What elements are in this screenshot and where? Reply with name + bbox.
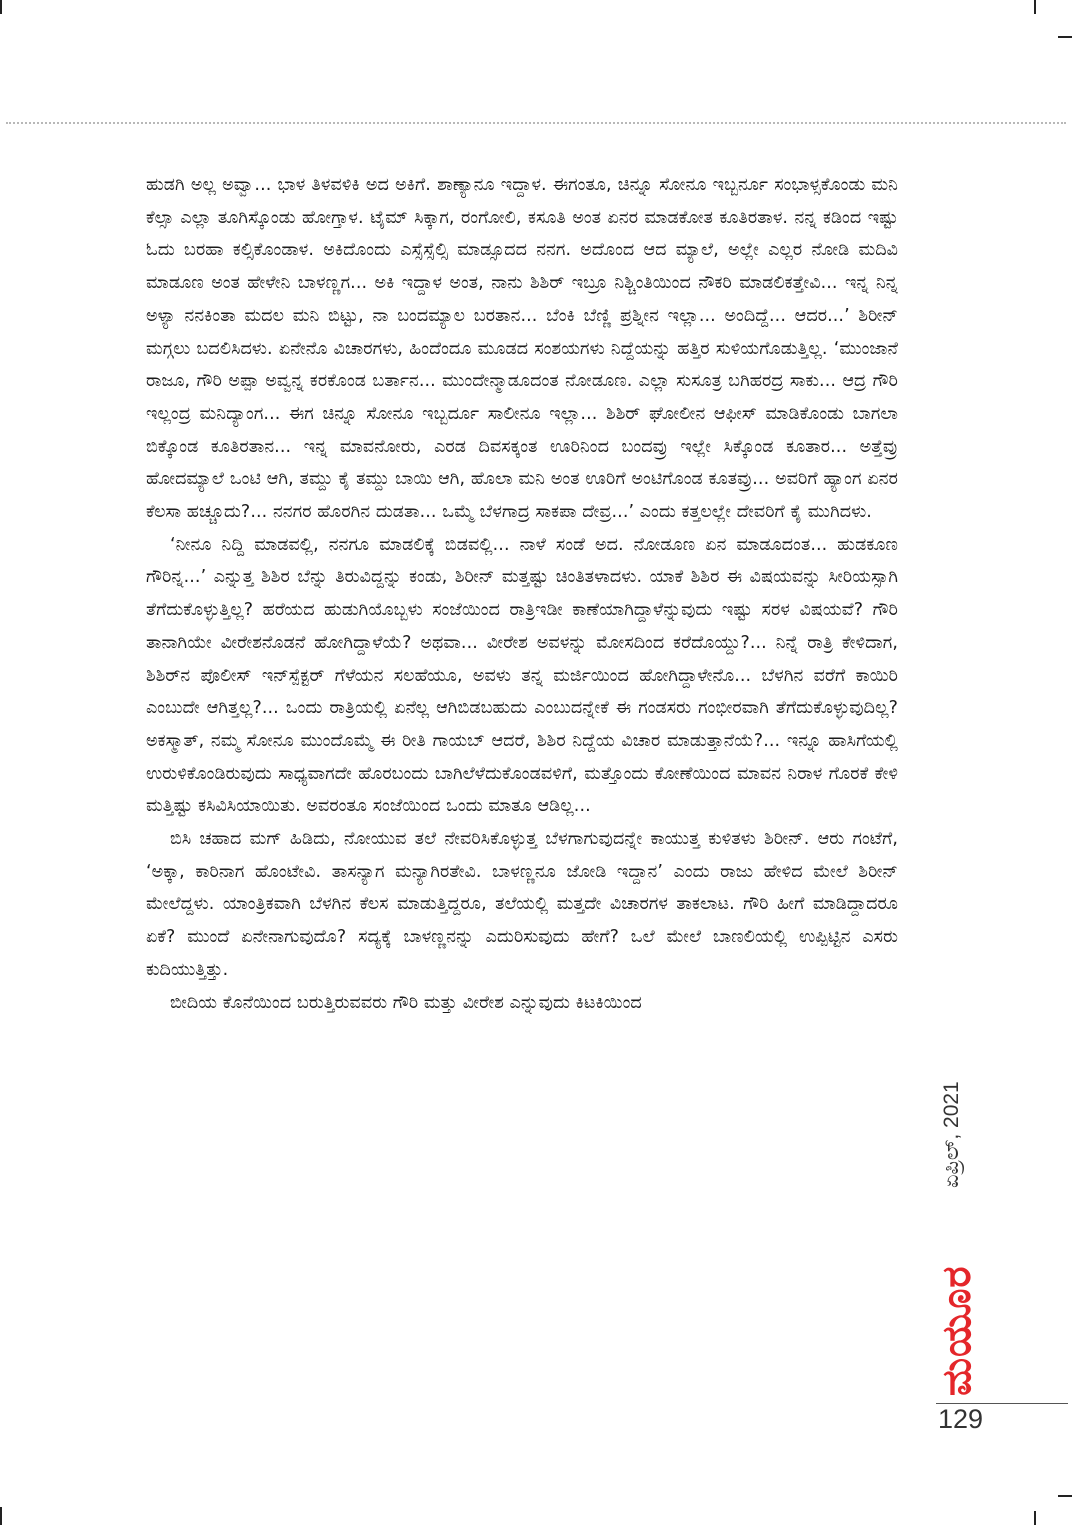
issue-date: ಏಪ್ರಿಲ್, 2021 — [940, 1081, 963, 1188]
crop-mark — [1058, 36, 1072, 38]
crop-mark — [1058, 1495, 1072, 1497]
magazine-logo: ಮಯೂರ — [934, 1265, 980, 1396]
article-paragraph: ಬೀದಿಯ ಕೊನೆಯಿಂದ ಬರುತ್ತಿರುವವರು ಗೌರಿ ಮತ್ತು ವೀರೇಶ ಎನ್ನುವುದು ಕಿಟಕಿಯಿಂದ — [170, 992, 642, 1013]
article-paragraph: ಬಿಸಿ ಚಹಾದ ಮಗ್ ಹಿಡಿದು, ನೋಯುವ ತಲೆ ನೇವರಿಸಿಕೊಳ್ಳುತ್ತ ಬೆಳಗಾಗುವುದನ್ನೇ ಕಾಯುತ್ತ ಕುಳಿತಳು ಶಿರೀನ್. ಆರು ಗಂಟೆಗೆ, ‘ಅಕ್ಕಾ, ಕಾರಿನಾಗ ಹೊಂಟೇವಿ. ತಾಸನ್ಯಾಗ ಮನ್ಯಾಗಿರತೇವಿ. ಬಾಳಣ್ಣನೂ ಜೋಡಿ ಇದ್ದಾನ’ ಎಂದು ರಾಜು ಹೇಳಿದ ಮೇಲೆ ಶಿರೀನ್ ಮೇಲೆದ್ದಳು. ಯಾಂತ್ರಿಕವಾಗಿ ಬೆಳಗಿನ ಕೆಲಸ ಮಾಡುತ್ತಿದ್ದರೂ, ತಲೆಯಲ್ಲಿ ಮತ್ತದೇ ವಿಚಾರಗಳ ತಾಕಲಾಟ. ಗೌರಿ ಹೀಗೆ ಮಾಡಿದ್ದಾದರೂ ಏಕೆ? ಮುಂದೆ ಏನೇನಾಗುವುದೊ? ಸದ್ಯಕ್ಕೆ ಬಾಳಣ್ಣನನ್ನು ಎದುರಿಸುವುದು ಹೇಗೆ? ಒಲೆ ಮೇಲೆ ಬಾಣಲಿಯಲ್ಲಿ ಉಪ್ಪಿಟ್ಟಿನ ಎಸರು ಕುದಿಯುತ್ತಿತ್ತು. — [146, 829, 898, 980]
crop-mark — [1034, 0, 1036, 14]
crop-mark — [0, 1507, 2, 1525]
article-paragraph: ‘ನೀನೂ ನಿದ್ದಿ ಮಾಡವಲ್ಲಿ, ನನಗೂ ಮಾಡಲಿಕ್ಕೆ ಬಿಡವಲ್ಲಿ... ನಾಳೆ ಸಂಡೆ ಅದ. ನೋಡೂಣ ಏನ ಮಾಡೂದಂತ... ಹುಡಕೂಣ ಗೌರಿನ್ನ...’ ಎನ್ನುತ್ತ ಶಿಶಿರ ಬೆನ್ನು ತಿರುವಿದ್ದನ್ನು ಕಂಡು, ಶಿರೀನ್ ಮತ್ತಷ್ಟು ಚಿಂತಿತಳಾದಳು. ಯಾಕೆ ಶಿಶಿರ ಈ ವಿಷಯವನ್ನು ಸೀರಿಯಸ್ಸಾಗಿ ತೆಗೆದುಕೊಳ್ಳುತ್ತಿಲ್ಲ? ಹರೆಯದ ಹುಡುಗಿಯೊಬ್ಬಳು ಸಂಜೆಯಿಂದ ರಾತ್ರಿಇಡೀ ಕಾಣೆಯಾಗಿದ್ದಾಳೆನ್ನುವುದು ಇಷ್ಟು ಸರಳ ವಿಷಯವೆ? ಗೌರಿ ತಾನಾಗಿಯೇ ವೀರೇಶನೊಡನೆ ಹೋಗಿದ್ದಾಳೆಯೆ? ಅಥವಾ... ವೀರೇಶ ಅವಳನ್ನು ಮೋಸದಿಂದ ಕರೆದೊಯ್ದು?... ನಿನ್ನೆ ರಾತ್ರಿ ಕೇಳಿದಾಗ, ಶಿಶಿರ್‌ನ ಪೊಲೀಸ್ ಇನ್‌ಸ್ಪೆಕ್ಟರ್ ಗೆಳೆಯನ ಸಲಹೆಯೂ, ಅವಳು ತನ್ನ ಮರ್ಜಿಯಿಂದ ಹೋಗಿದ್ದಾಳೇನೊ... ಬೆಳಗಿನ ವರೆಗೆ ಕಾಯಿರಿ ಎಂಬುದೇ ಆಗಿತ್ತಲ್ಲ?... ಒಂದು ರಾತ್ರಿಯಲ್ಲಿ ಏನೆಲ್ಲ ಆಗಿಬಿಡಬಹುದು ಎಂಬುದನ್ನೇಕೆ ಈ ಗಂಡಸರು ಗಂಭೀರವಾಗಿ ತೆಗೆದುಕೊಳ್ಳುವುದಿಲ್ಲ? ಅಕಸ್ಮಾತ್, ನಮ್ಮ ಸೋನೂ ಮುಂದೊಮ್ಮೆ ಈ ರೀತಿ ಗಾಯಬ್ ಆದರೆ, ಶಿಶಿರ ನಿದ್ದೆಯ ವಿಚಾರ ಮಾಡುತ್ತಾನೆಯೆ?... ಇನ್ನೂ ಹಾಸಿಗೆಯಲ್ಲಿ ಉರುಳಿಕೊಂಡಿರುವುದು ಸಾಧ್ಯವಾಗದೇ ಹೊರಬಂದು ಬಾಗಿಲೆಳೆದುಕೊಂಡವಳಿಗೆ, ಮತ್ತೊಂದು ಕೋಣೆಯಿಂದ ಮಾವನ ನಿರಾಳ ಗೊರಕೆ ಕೇಳಿ ಮತ್ತಿಷ್ಟು ಕಸಿವಿಸಿಯಾಯಿತು. ಅವರಂತೂ ಸಂಜೆಯಿಂದ ಒಂದು ಮಾತೂ ಆಡಿಲ್ಲ... — [146, 534, 898, 817]
crop-mark — [1034, 1511, 1036, 1525]
article-body — [146, 169, 898, 1019]
crop-mark — [0, 0, 2, 14]
page-number: 129 — [938, 1404, 984, 1434]
header-dotted-divider — [6, 122, 1066, 124]
article-paragraph: ಹುಡಗಿ ಅಲ್ಲ ಅವ್ವಾ... ಭಾಳ ತಿಳವಳಿಕಿ ಅದ ಅಕಿಗೆ. ಶಾಣ್ಯಾನೂ ಇದ್ದಾಳ. ಈಗಂತೂ, ಚಿನ್ನೂ ಸೋನೂ ಇಬ್ಬರ್ನೂ ಸಂಭಾಳ್ಸಕೊಂಡು ಮನಿ ಕೆಲ್ಸಾ ಎಲ್ಲಾ ತೂಗಿಸ್ಕೊಂಡು ಹೋಗ್ತಾಳ. ಟೈಮ್ ಸಿಕ್ಕಾಗ, ರಂಗೋಲಿ, ಕಸೂತಿ ಅಂತ ಏನರ ಮಾಡಕೋತ ಕೂತಿರತಾಳ. ನನ್ನ ಕಡಿಂದ ಇಷ್ಟು ಓದು ಬರಹಾ ಕಲ್ಸಿಕೊಂಡಾಳ. ಅಕಿದೊಂದು ಎಸ್ಸೆಸ್ಸೆಲ್ಸಿ ಮಾಡ್ಸೂದದ ನನಗ. ಅದೊಂದ ಆದ ಮ್ಯಾಲೆ, ಅಲ್ಲೇ ಎಲ್ಲರ ನೋಡಿ ಮದಿವಿ ಮಾಡೂಣ ಅಂತ ಹೇಳೇನಿ ಬಾಳಣ್ಣಗ... ಅಕಿ ಇದ್ದಾಳ ಅಂತ, ನಾನು ಶಿಶಿರ್ ಇಬ್ರೂ ನಿಶ್ಚಿಂತಿಯಿಂದ ನೌಕರಿ ಮಾಡಲಿಕತ್ತೇವಿ... ಇನ್ನ ನಿನ್ನ ಅಳ್ಯಾ ನನಕಿಂತಾ ಮದಲ ಮನಿ ಬಿಟ್ಟು, ನಾ ಬಂದಮ್ಯಾಲ ಬರತಾನ... ಬೆಂಕಿ ಬೆಣ್ಣಿ ಪ್ರಶ್ನೀನ ಇಲ್ಲಾ... ಅಂದಿದ್ದೆ... ಆದರ...’ ಶಿರೀನ್ ಮಗ್ಗಲು ಬದಲಿಸಿದಳು. ಏನೇನೊ ವಿಚಾರಗಳು, ಹಿಂದೆಂದೂ ಮೂಡದ ಸಂಶಯಗಳು ನಿದ್ದೆಯನ್ನು ಹತ್ತಿರ ಸುಳಿಯಗೊಡುತ್ತಿಲ್ಲ. ‘ಮುಂಜಾನೆ ರಾಜೂ, ಗೌರಿ ಅಪ್ಪಾ ಅವ್ವನ್ನ ಕರಕೊಂಡ ಬರ್ತಾನ... ಮುಂದೇನ್ಮಾಡೂದಂತ ನೋಡೂಣ. ಎಲ್ಲಾ ಸುಸೂತ್ರ ಬಗಿಹರದ್ರ ಸಾಕು... ಆದ್ರ ಗೌರಿ ಇಲ್ಲಂದ್ರ ಮನಿದ್ಯಾಂಗ... ಈಗ ಚಿನ್ನೂ ಸೋನೂ ಇಬ್ಬರ್ದೂ ಸಾಲೀನೂ ಇಲ್ಲಾ... ಶಿಶಿರ್ ಘೋಲೀನ ಆಫೀಸ್ ಮಾಡಿಕೊಂಡು ಬಾಗಲಾ ಬಿಕ್ಕೊಂಡ ಕೂತಿರತಾನ... ಇನ್ನ ಮಾವನೋರು, ಎರಡ ದಿವಸಕ್ಕಂತ ಊರಿನಿಂದ ಬಂದವ್ರು ಇಲ್ಲೇ ಸಿಕ್ಕೊಂಡ ಕೂತಾರ... ಅತ್ತೆವ್ರು ಹೋದಮ್ಯಾಲೆ ಒಂಟಿ ಆಗಿ, ತಮ್ದು ಕೈ ತಮ್ದು ಬಾಯಿ ಆಗಿ, ಹೊಲಾ ಮನಿ ಅಂತ ಊರಿಗೆ ಅಂಟಿಗೊಂಡ ಕೂತವ್ರು... ಅವರಿಗೆ ಹ್ಯಾಂಗ ಏನರ ಕೆಲಸಾ ಹಚ್ಚೂದು?... ನನಗರ ಹೊರಗಿನ ದುಡತಾ... ಒಮ್ಮೆ ಬೆಳಗಾದ್ರ ಸಾಕಪಾ ದೇವ್ರ...’ ಎಂದು ಕತ್ತಲಲ್ಲೇ ದೇವರಿಗೆ ಕೈ ಮುಗಿದಳು. — [146, 175, 898, 523]
